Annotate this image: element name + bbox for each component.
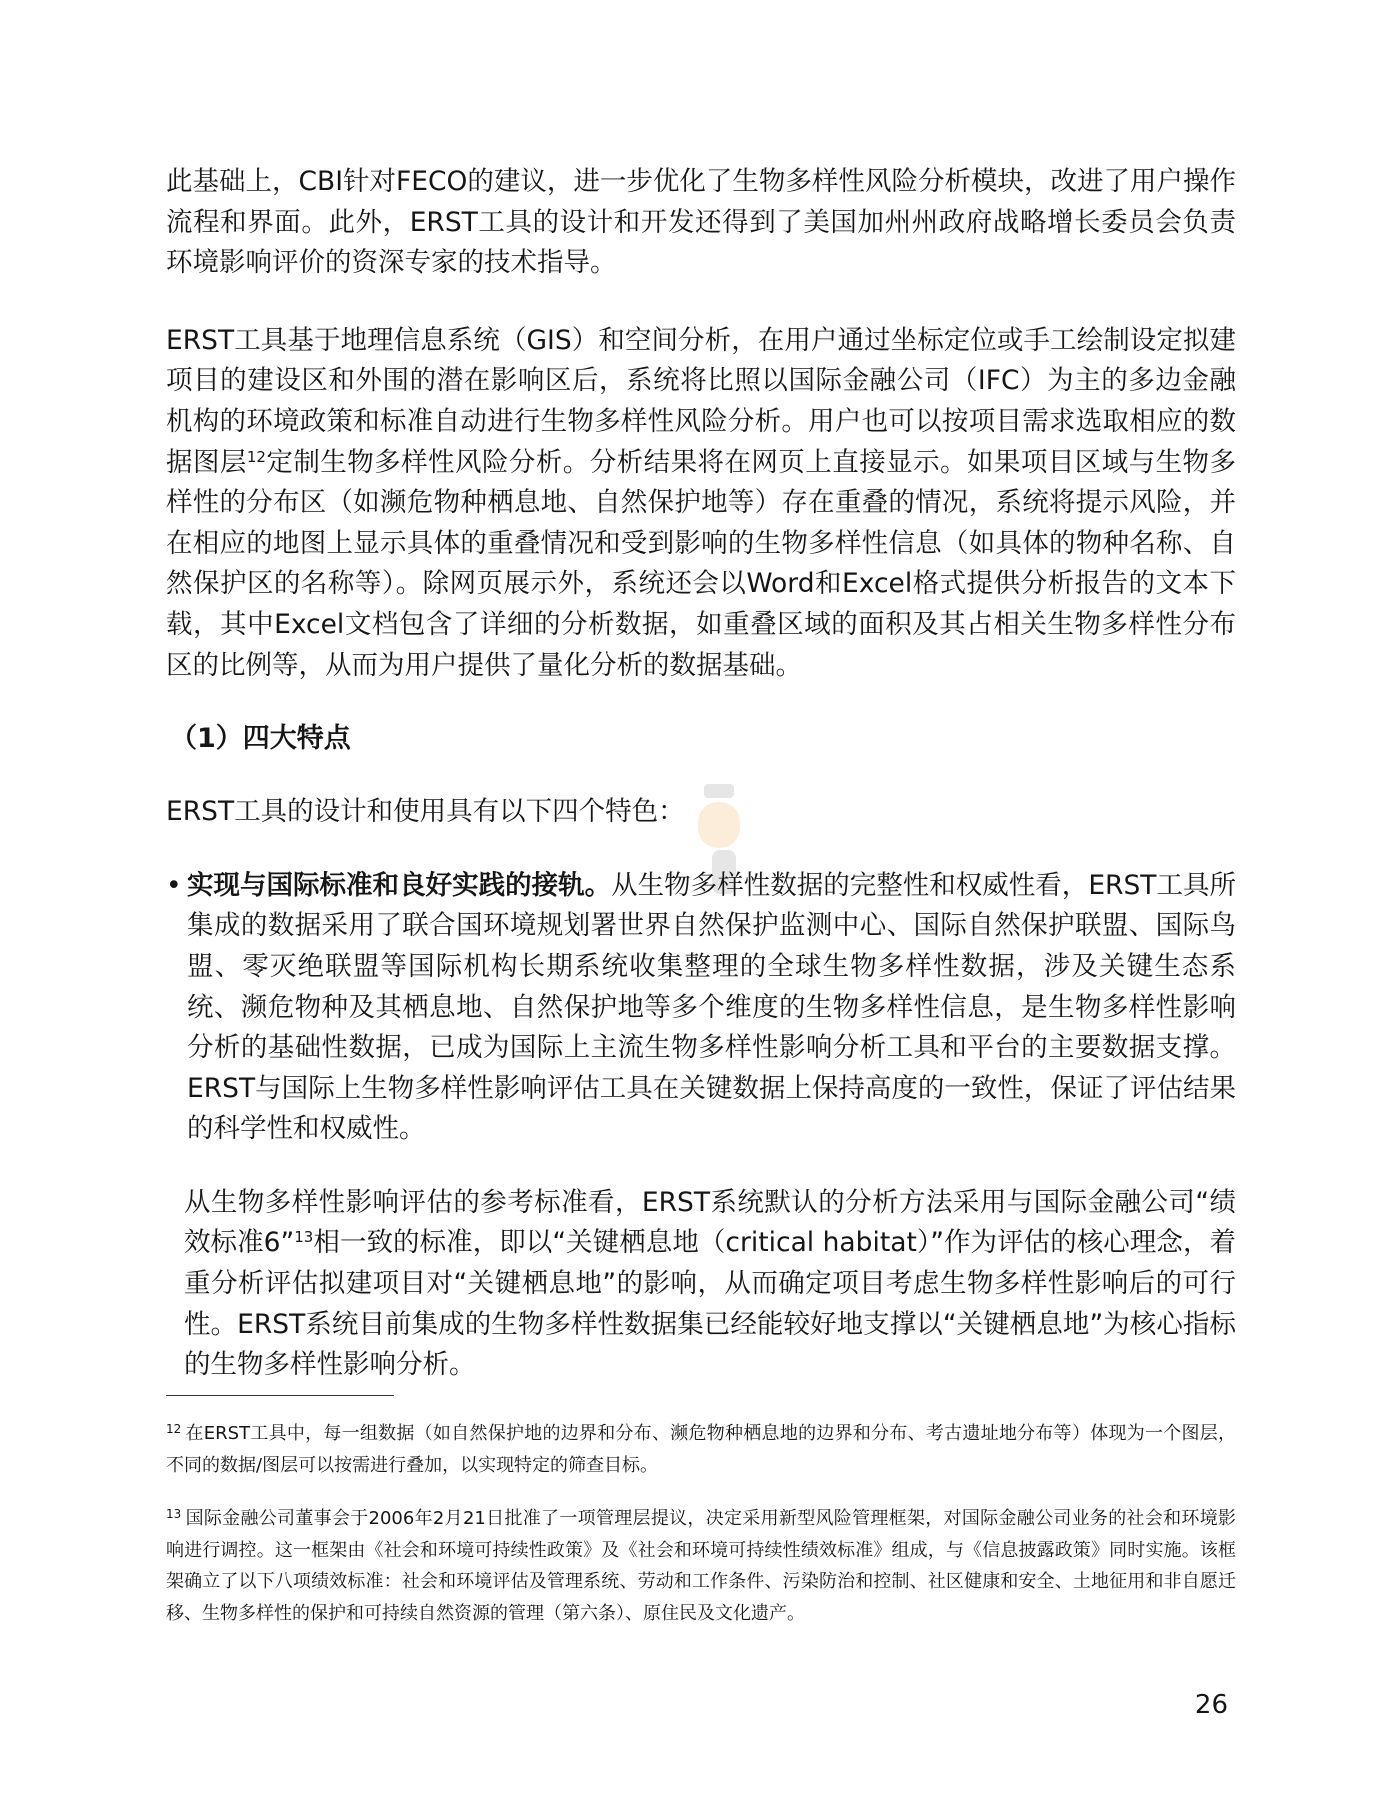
paragraph-2-part-a: ERST工具基于地理信息系统（GIS）和空间分析，在用户通过坐标定位或手工绘制设定拟建项目的建设区和外围的潜在影响区后，系统将比照以国际金融公司（IFC）为主的多边金融机构的环境政策和标准自动进行生物多样性风险分析。用户也可以按项目需求选取相应的数据图层: [166, 324, 1236, 478]
paragraph-2-part-b: 定制生物多样性风险分析。分析结果将在网页上直接显示。如果项目区域与生物多样性的分布区（如濒危物种栖息地、自然保护地等）存在重叠的情况，系统将提示风险，并在相应的地图上显示具体的重叠情况和受到影响的生物多样性信息（如具体的物种名称、自然保护区的名称等）。除网页展示外，系统还会以Word和Excel格式提供分析报告的文本下载，其中Excel文档包含了详细的分析数据，如重叠区域的面积及其占相关生物多样性分布区的比例等，从而为用户提供了量化分析的数据基础。: [166, 446, 1237, 681]
section-heading: （1）四大特点: [170, 723, 351, 755]
page-number: 26: [1194, 1690, 1228, 1720]
bullet-para-part-a: 从生物多样性影响评估的参考标准看，ERST系统默认的分析方法采用与国际金融公司“绩效标准6”: [184, 1186, 1236, 1259]
footnote-12: [166, 1418, 1236, 1481]
footnote-ref-12[interactable]: 12: [246, 447, 266, 466]
paragraph-1: 此基础上，CBI针对FECO的建议，进一步优化了生物多样性风险分析模块，改进了用户操作流程和界面。此外，ERST工具的设计和开发还得到了美国加州州政府战略增长委员会负责环境影响评价的资深专家的技术指导。: [166, 166, 1236, 279]
bullet-text: [187, 866, 1236, 1150]
footnote-13-number: 13: [166, 1507, 182, 1521]
bullet-item: [166, 866, 1236, 1150]
bullet-continuation-paragraph: [166, 1183, 1236, 1386]
main-content: [166, 162, 1236, 1386]
footnote-12-number: 12: [166, 1422, 182, 1436]
footnote-12-text: 在ERST工具中，每一组数据（如自然保护地的边界和分布、濒危物种栖息地的边界和分布、考古遗址地分布等）体现为一个图层，不同的数据/图层可以按需进行叠加，以实现特定的筛查目标。: [166, 1423, 1236, 1476]
bullet-body: 从生物多样性数据的完整性和权威性看，ERST工具所集成的数据采用了联合国环境规划署世界自然保护监测中心、国际自然保护联盟、国际鸟盟、零灭绝联盟等国际机构长期系统收集整理的全球生物多样性数据，涉及关键生态系统、濒危物种及其栖息地、自然保护地等多个维度的生物多样性信息，是生物多样性影响分析的基础性数据，已成为国际上主流生物多样性影响分析工具和平台的主要数据支撑。ERST与国际上生物多样性影响评估工具在关键数据上保持高度的一致性，保证了评估结果的科学性和权威性。: [187, 869, 1237, 1145]
bullet-para-part-b: 相一致的标准，即以“关键栖息地（critical habitat）”作为评估的核心理念，着重分析评估拟建项目对“关键栖息地”的影响，从而确定项目考虑生物多样性影响后的可行性。ERST系统目前集成的生物多样性数据集已经能较好地支撑以“关键栖息地”为核心指标的生物多样性影响分析。: [184, 1227, 1237, 1381]
footnote-ref-13[interactable]: 13: [294, 1228, 314, 1247]
footnote-13: [166, 1503, 1236, 1629]
bullet-marker: •: [166, 869, 182, 901]
bullet-bold-lead: 实现与国际标准和良好实践的接轨。: [187, 869, 612, 901]
footnote-13-text: 国际金融公司董事会于2006年2月21日批准了一项管理层提议，决定采用新型风险管理框架，对国际金融公司业务的社会和环境影响进行调控。这一框架由《社会和环境可持续性政策》及《社会和环境可持续性绩效标准》组成，与《信息披露政策》同时实施。该框架确立了以下八项绩效标准：社会和环境评估及管理系统、劳动和工作条件、污染防治和控制、社区健康和安全、土地征用和非自愿迁移、生物多样性的保护和可持续自然资源的管理（第六条）、原住民及文化遗产。: [166, 1508, 1236, 1624]
intro-line: ERST工具的设计和使用具有以下四个特色：: [166, 796, 685, 828]
footnote-divider: [166, 1395, 394, 1396]
paragraph-2: [166, 321, 1236, 686]
footnotes: [166, 1418, 1236, 1629]
